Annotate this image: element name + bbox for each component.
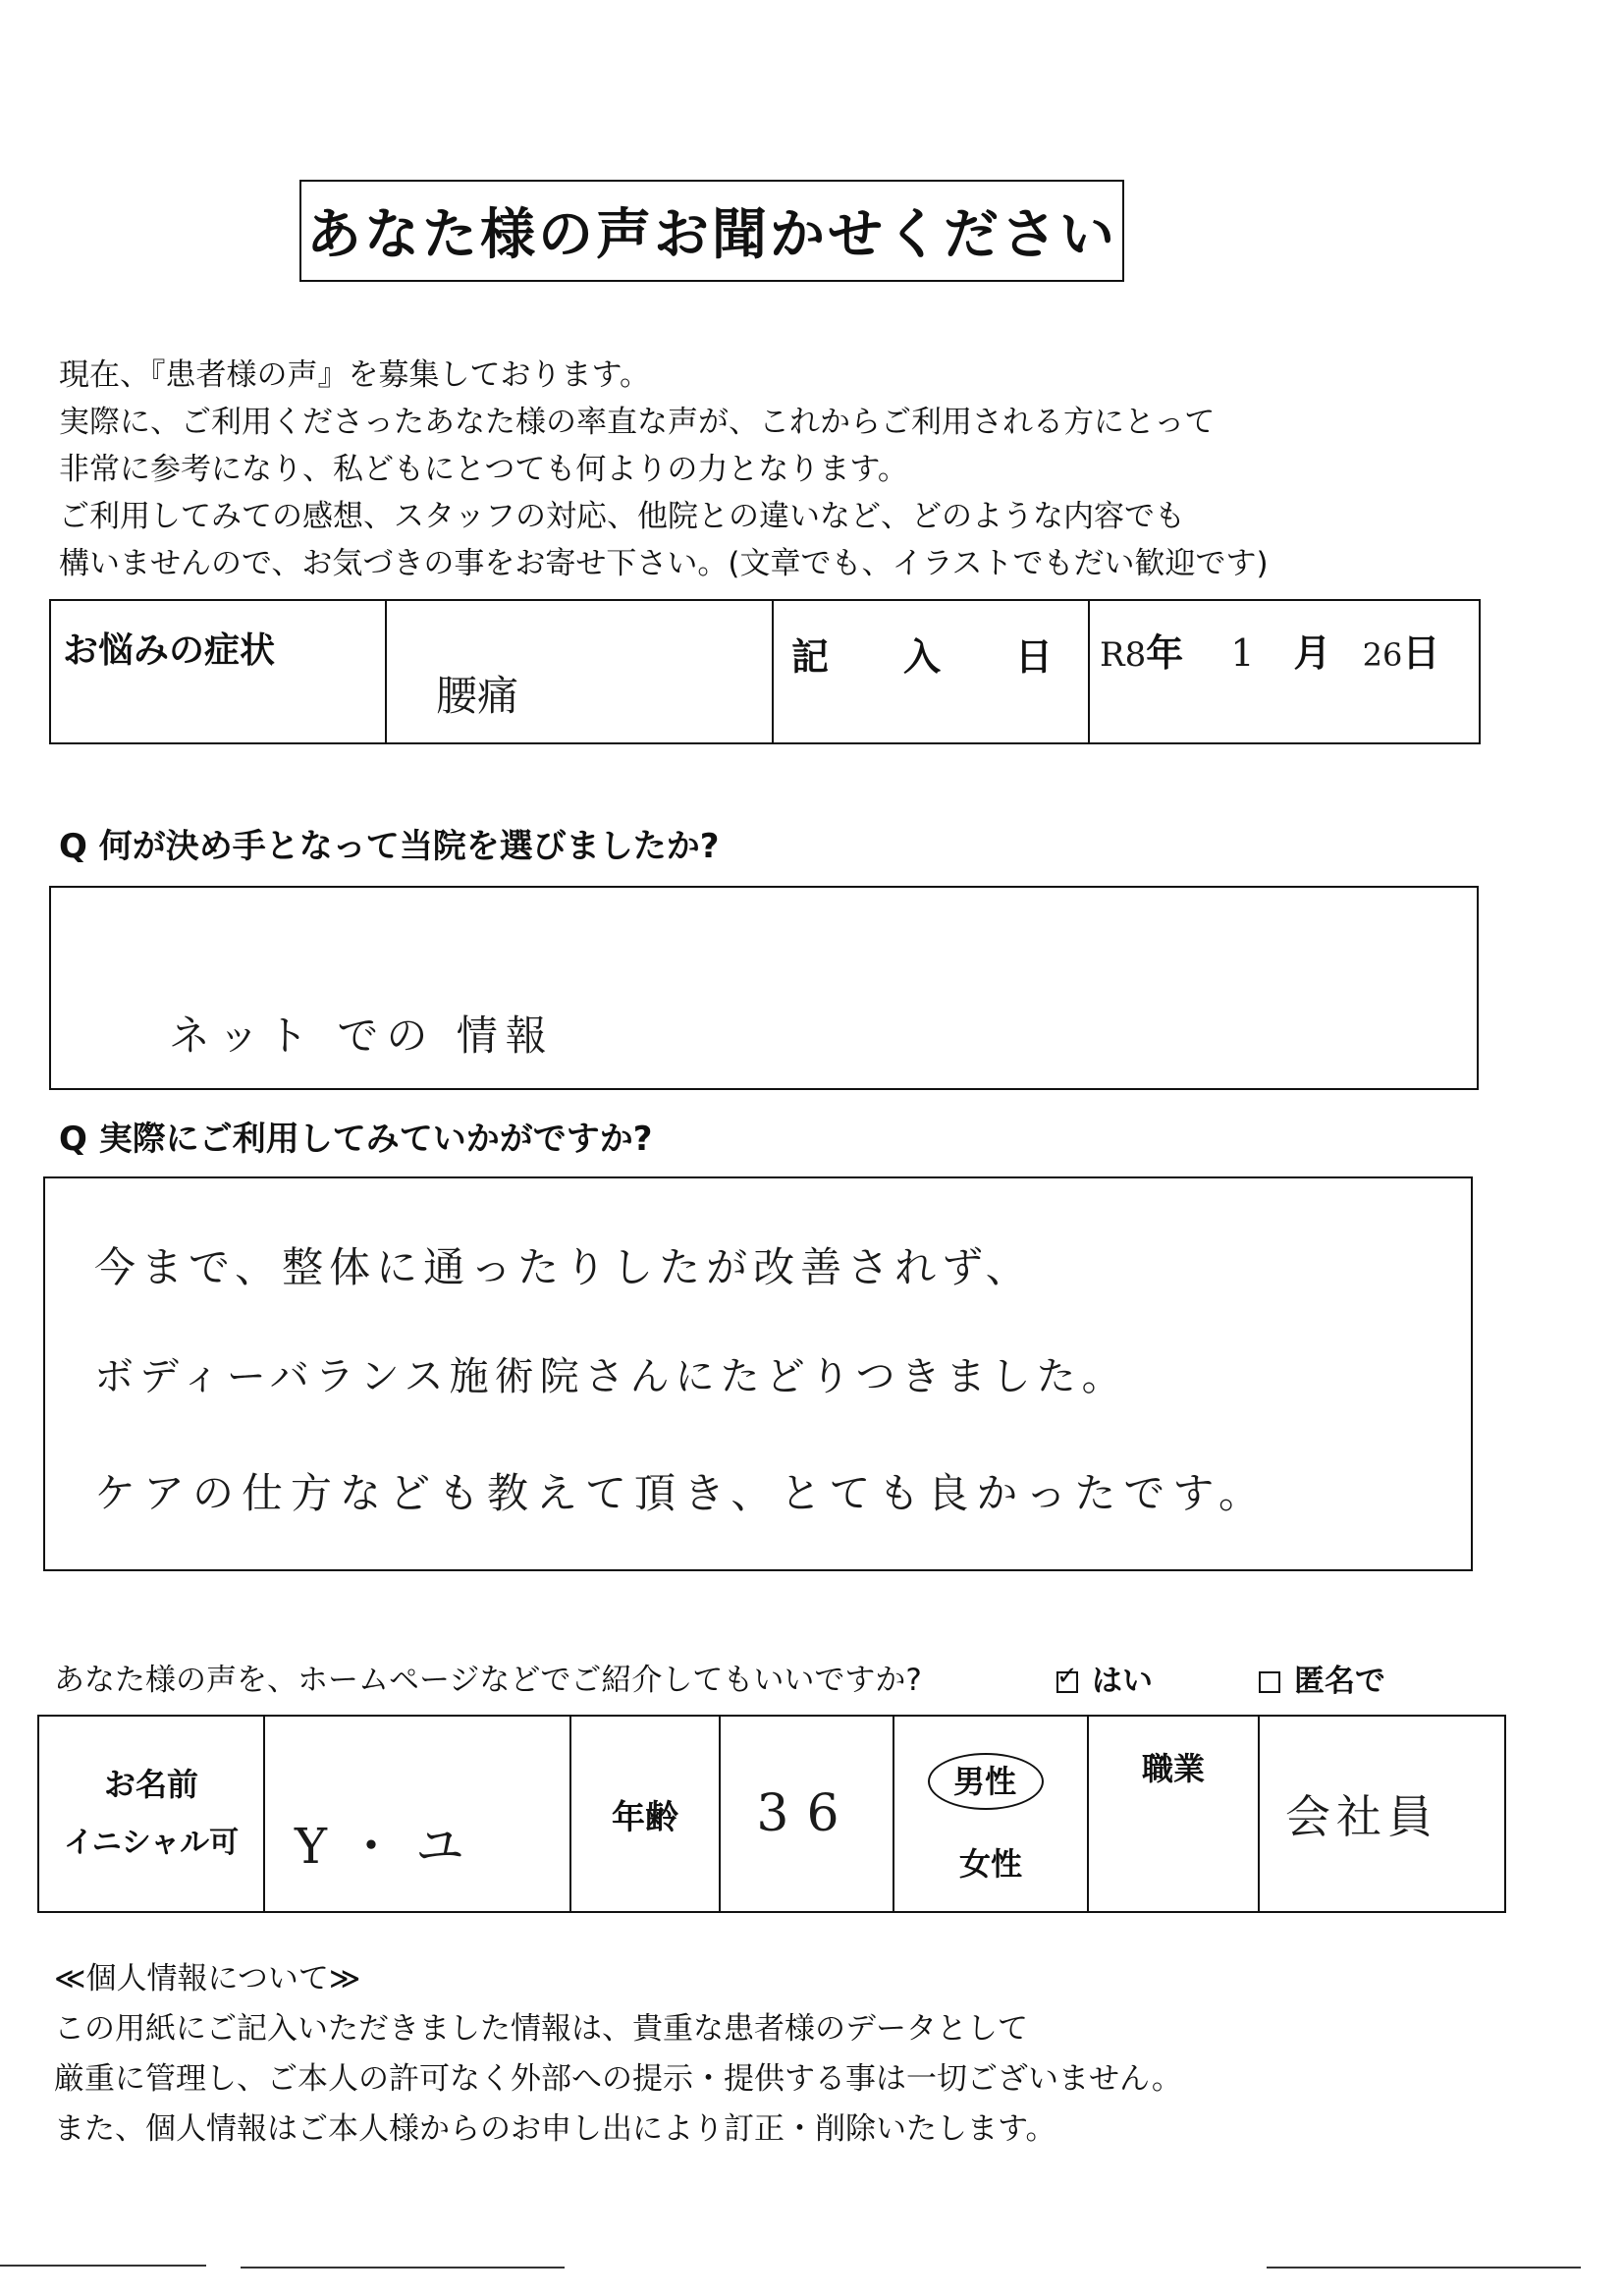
day-unit: 日 xyxy=(1402,631,1440,675)
year-unit: 年 xyxy=(1146,631,1184,675)
occupation-label: 職業 xyxy=(1141,1750,1205,1787)
intro-line: ご利用してみての感想、スタッフの対応、他院との違いなど、どのような内容でも xyxy=(59,499,1185,534)
initial-label: イニシャル可 xyxy=(63,1826,240,1860)
intro-line: 現在、『患者様の声』を募集しております。 xyxy=(59,357,651,393)
yes-label: はい xyxy=(1092,1664,1153,1699)
consent-option-anonymous[interactable] xyxy=(1259,1656,1385,1700)
privacy-line: また、個人情報はご本人様からのお申し出により訂正・削除いたします。 xyxy=(54,2111,1056,2147)
name-value: Y・ユ xyxy=(295,1818,485,1875)
occupation-value: 会社員 xyxy=(1285,1790,1438,1843)
date-label-cell xyxy=(773,600,1089,743)
age-value-cell[interactable] xyxy=(720,1716,893,1912)
profile-table xyxy=(37,1715,1506,1913)
age-value: 36 xyxy=(756,1784,857,1843)
date-value-cell[interactable] xyxy=(1089,600,1480,743)
intro-line: 非常に参考になり、私どもにとつても何よりの力となります。 xyxy=(59,452,908,487)
scan-line xyxy=(0,2265,206,2267)
gender-male: 男性 xyxy=(953,1763,1017,1800)
q2-answer-box[interactable] xyxy=(43,1176,1473,1571)
age-label-cell xyxy=(570,1716,720,1912)
name-label-cell xyxy=(38,1716,264,1912)
q2-question: Q 実際にご利用してみていかがですか? xyxy=(59,1120,653,1159)
q2-answer-line: ボディーバランス施術院さんにたどりつきました。 xyxy=(94,1354,1127,1399)
q1-answer: ネット での 情報 xyxy=(169,1011,555,1060)
intro-line: 構いませんので、お気づきの事をお寄せ下さい。(文章でも、イラストでもだい歓迎です) xyxy=(59,546,1269,581)
symptom-label: お悩みの症状 xyxy=(63,630,276,671)
month-unit: 月 xyxy=(1293,631,1331,675)
intro-text xyxy=(59,352,1532,587)
q2-answer-line: 今まで、整体に通ったりしたが改善されず、 xyxy=(94,1243,1033,1291)
date-day: 26 xyxy=(1362,636,1403,674)
q1-answer-box[interactable] xyxy=(49,886,1479,1090)
symptom-label-cell xyxy=(50,600,386,743)
age-label: 年齢 xyxy=(612,1797,678,1837)
date-era: R8 xyxy=(1100,635,1147,675)
name-label: お名前 xyxy=(103,1766,198,1803)
date-label: 記 入 日 xyxy=(791,635,1054,679)
anonymous-label: 匿名で xyxy=(1294,1664,1385,1699)
date-month: 1 xyxy=(1230,631,1255,675)
page-title: あなた様の声お聞かせください xyxy=(299,180,1124,282)
consent-option-yes[interactable] xyxy=(1056,1656,1153,1700)
symptom-table xyxy=(49,599,1481,744)
q2-answer-line: ケアの仕方なども教えて頂き、とても良かったです。 xyxy=(94,1469,1268,1517)
gender-male-option[interactable] xyxy=(894,1743,1087,1822)
gender-female[interactable]: 女性 xyxy=(958,1845,1022,1883)
scan-line xyxy=(1267,2267,1581,2269)
consent-question: あなた様の声を、ホームページなどでご紹介してもいいですか? xyxy=(54,1663,922,1698)
gender-cell[interactable] xyxy=(893,1716,1088,1912)
privacy-line: この用紙にご記入いただきました情報は、貴重な患者様のデータとして xyxy=(54,2011,1028,2047)
privacy-heading: ≪個人情報について≫ xyxy=(54,1961,361,1996)
occupation-label-cell xyxy=(1088,1716,1259,1912)
name-value-cell[interactable] xyxy=(264,1716,570,1912)
date-value xyxy=(1090,601,1479,677)
scan-line xyxy=(241,2267,565,2269)
symptom-value-cell[interactable] xyxy=(386,600,773,743)
yes-checkbox[interactable] xyxy=(1056,1662,1078,1693)
check-icon: ✓ xyxy=(1056,1662,1078,1691)
occupation-value-cell[interactable] xyxy=(1259,1716,1505,1912)
q1-question: Q 何が決め手となって当院を選びましたか? xyxy=(59,827,720,866)
anonymous-checkbox[interactable] xyxy=(1259,1671,1280,1693)
privacy-line: 厳重に管理し、ご本人の許可なく外部への提示・提供する事は一切ございません。 xyxy=(54,2061,1182,2097)
intro-line: 実際に、ご利用くださったあなた様の率直な声が、これからご利用される方にとって xyxy=(59,405,1216,440)
privacy-section xyxy=(54,1954,1182,2155)
symptom-value: 腰痛 xyxy=(436,672,519,720)
